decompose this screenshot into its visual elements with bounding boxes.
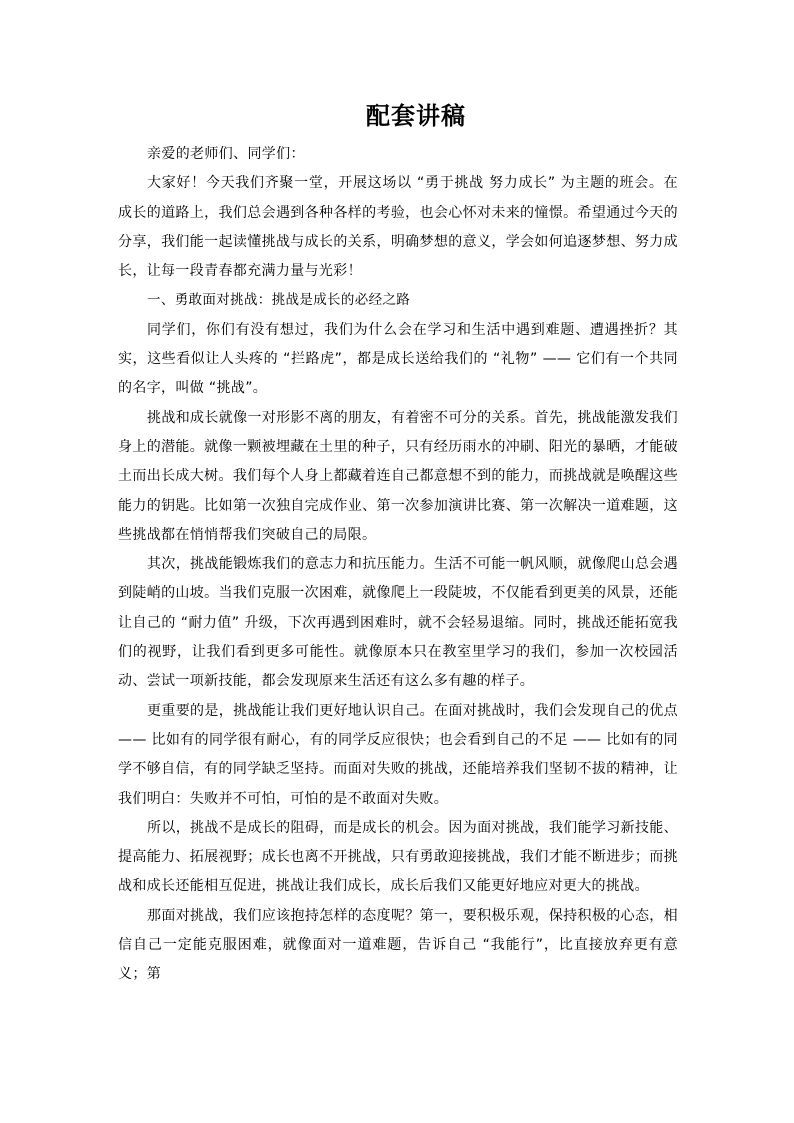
section-heading: 一、勇敢面对挑战：挑战是成长的必经之路 <box>147 292 411 309</box>
document-page <box>118 96 678 990</box>
body-paragraph: 更重要的是，挑战能让我们更好地认识自己。在面对挑战时，我们会发现自己的优点 —— 比如有的同学很有耐心，有的同学反应很快；也会看到自己的不足 —— 比如有的同学不够自信，有的同学缺乏坚持。而面对失败的挑战，还能培养我们坚韧不拔的精神，让我们明白：失败并不可怕，可怕的是不敢面对失败。 <box>118 702 678 807</box>
body-paragraph: 那面对挑战，我们应该抱持怎样的态度呢？第一，要积极乐观，保持积极的心态，相信自己一定能克服困难，就像面对一道难题，告诉自己 “我能行”，比直接放弃更有意义；第 <box>118 907 678 983</box>
body-paragraph: 其次，挑战能锻炼我们的意志力和抗压能力。生活不可能一帆风顺，就像爬山总会遇到陡峭的山坡。当我们克服一次困难，就像爬上一段陡坡，不仅能看到更美的风景，还能让自己的 “耐力值” 升级，下次再遇到困难时，就不会轻易退缩。同时，挑战还能拓宽我们的视野，让我们看到更多可能性。就像原本只在教室里学习的我们，参加一次校园活动、尝试一项新技能，都会发现原来生活还有这么多有趣的样子。 <box>118 556 678 690</box>
document-title: 配套讲稿 <box>366 102 466 130</box>
body-paragraph: 同学们，你们有没有想过，我们为什么会在学习和生活中遇到难题、遭遇挫折？其实，这些看似让人头疼的 “拦路虎”，都是成长送给我们的 “礼物” —— 它们有一个共同的名字，叫做 “挑战”。 <box>118 321 678 397</box>
body-paragraph: 挑战和成长就像一对形影不离的朋友，有着密不可分的关系。首先，挑战能激发我们身上的潜能。就像一颗被埋藏在土里的种子，只有经历雨水的冲刷、阳光的暴晒，才能破土而出长成大树。我们每个人身上都藏着连自己都意想不到的能力，而挑战就是唤醒这些能力的钥匙。比如第一次独自完成作业、第一次参加演讲比赛、第一次解决一道难题，这些挑战都在悄悄帮我们突破自己的局限。 <box>118 409 678 543</box>
salutation: 亲爱的老师们、同学们： <box>147 146 305 162</box>
body-paragraph: 所以，挑战不是成长的阻碍，而是成长的机会。因为面对挑战，我们能学习新技能、提高能力、拓展视野；成长也离不开挑战，只有勇敢迎接挑战，我们才能不断进步；而挑战和成长还能相互促进，挑战让我们成长，成长后我们又能更好地应对更大的挑战。 <box>118 819 678 895</box>
intro-paragraph: 大家好！今天我们齐聚一堂，开展这场以 “勇于挑战 努力成长” 为主题的班会。在成长的道路上，我们总会遇到各种各样的考验，也会心怀对未来的憧憬。希望通过今天的分享，我们能一起读懂挑战与成长的关系，明确梦想的意义，学会如何追逐梦想、努力成长，让每一段青春都充满力量与光彩！ <box>118 175 678 280</box>
